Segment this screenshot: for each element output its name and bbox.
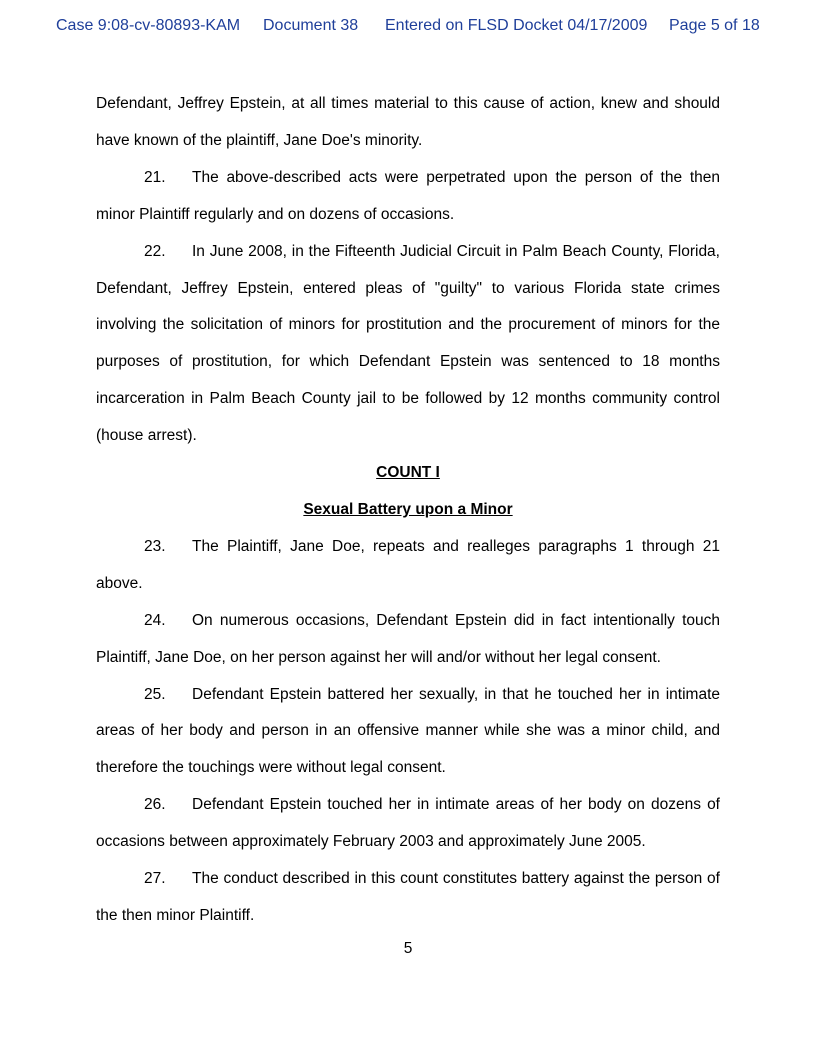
paragraph-text: On numerous occasions, Defendant Epstein did in fact intentionally touch Plaintiff, Jane Doe, on her person against her will and/or without her legal consent.	[96, 611, 720, 666]
paragraph-number: 22.	[144, 242, 166, 260]
paragraph-text: The Plaintiff, Jane Doe, repeats and realleges paragraphs 1 through 21 above.	[96, 537, 720, 592]
header-page-count: Page 5 of 18	[669, 17, 760, 34]
docket-entry-date: Entered on FLSD Docket 04/17/2009	[385, 17, 648, 34]
paragraph-text: The above-described acts were perpetrated upon the person of the then minor Plaintiff regularly and on dozens of occasions.	[96, 168, 720, 223]
continuation-paragraph: Defendant, Jeffrey Epstein, at all times material to this cause of action, knew and should have known of the plaintiff, Jane Doe's minority.	[96, 95, 720, 149]
count-subheading: Sexual Battery upon a Minor	[303, 500, 513, 518]
paragraph-number: 21.	[144, 168, 166, 186]
page-number: 5	[403, 940, 413, 957]
paragraph-number: 26.	[144, 796, 166, 814]
paragraph-22	[96, 234, 720, 455]
document-number: Document 38	[263, 17, 359, 34]
case-number: Case 9:08-cv-80893-KAM	[56, 17, 241, 34]
paragraph-number: 27.	[144, 870, 166, 888]
paragraph-27	[96, 861, 720, 935]
paragraph-25	[96, 677, 720, 788]
paragraph-23	[96, 529, 720, 603]
paragraph-26	[96, 787, 720, 861]
paragraph-text: Defendant Epstein battered her sexually, in that he touched her in intimate areas of her body and person in an offensive manner while she was a minor child, and therefore the touchings were without legal consent.	[96, 685, 720, 777]
paragraph-number: 25.	[144, 685, 166, 703]
paragraph-number: 23.	[144, 537, 166, 555]
paragraph-24	[96, 603, 720, 677]
document-body	[96, 86, 720, 935]
paragraph-text: The conduct described in this count constitutes battery against the person of the then minor Plaintiff.	[96, 870, 720, 924]
count-heading: COUNT I	[376, 464, 440, 482]
paragraph-21	[96, 160, 720, 234]
paragraph-number: 24.	[144, 611, 166, 629]
paragraph-text: In June 2008, in the Fifteenth Judicial Circuit in Palm Beach County, Florida, Defendant, Jeffrey Epstein, entered pleas of "guilty" to various Florida state crimes involving the solicitation of minors for prostitution and the procurement of minors for the purposes of prostitution, for which Defendant Epstein was sentenced to 18 months incarceration in Palm Beach County jail to be followed by 12 months community control (house arrest).	[96, 242, 720, 445]
docket-header	[0, 17, 816, 39]
paragraph-text: Defendant Epstein touched her in intimate areas of her body on dozens of occasions between approximately February 2003 and approximately June 2005.	[96, 796, 720, 851]
